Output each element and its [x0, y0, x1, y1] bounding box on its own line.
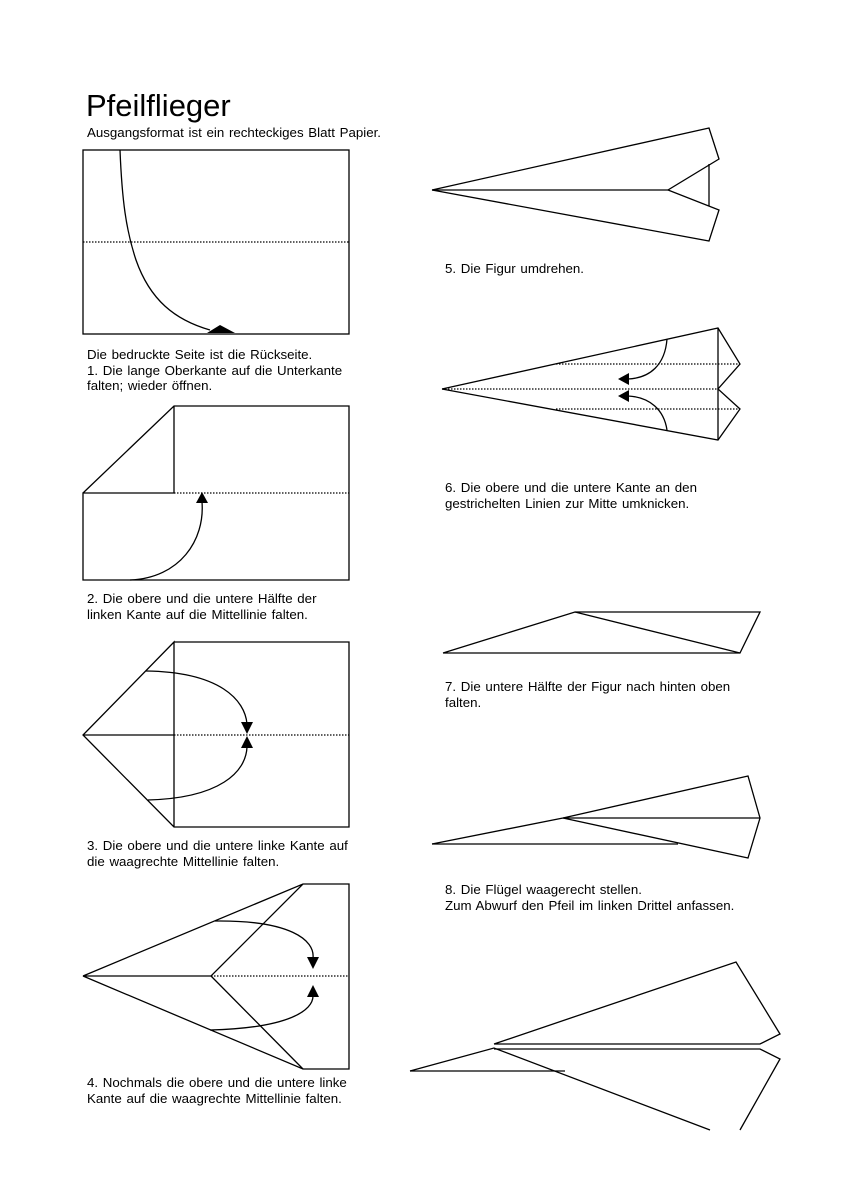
- paper-shape: [83, 884, 349, 1069]
- arrow-head-down-icon: [241, 722, 253, 734]
- arrow-head-up-icon: [307, 985, 319, 997]
- fold-line: [211, 976, 303, 1069]
- diagram-step-5: [432, 128, 719, 241]
- diagram-step-4: [83, 884, 349, 1069]
- plane-shape: [432, 128, 719, 241]
- arrow-head-left-icon: [618, 373, 629, 385]
- step-2-text: 2. Die obere und die untere Hälfte der linken Kante auf die Mittellinie falten.: [87, 591, 317, 622]
- subtitle: Ausgangsformat ist ein rechteckiges Blatt Papier.: [87, 125, 381, 140]
- step-8-text: 8. Die Flügel waagerecht stellen. Zum Abwurf den Pfeil im linken Drittel anfassen.: [445, 882, 735, 913]
- arrow-head-icon: [207, 325, 235, 333]
- diagram-final-plane: [410, 962, 780, 1130]
- arrow-head-up-icon: [241, 736, 253, 748]
- top-wing: [494, 962, 780, 1044]
- fold-arrow-curve-bottom: [148, 747, 247, 800]
- arrow-head-left-icon: [618, 390, 629, 402]
- bottom-wing: [494, 1049, 780, 1130]
- diagram-step-8: [432, 776, 760, 858]
- fold-arrow-curve: [120, 150, 210, 330]
- fold-arrow-curve-top: [628, 339, 667, 379]
- fold-line: [575, 612, 740, 653]
- step-6-text: 6. Die obere und die untere Kante an den gestrichelten Linien zur Mitte umknicken.: [445, 480, 697, 511]
- arrow-head-icon: [196, 492, 208, 503]
- fold-arrow-curve-bottom: [210, 996, 313, 1030]
- step-5-text: 5. Die Figur umdrehen.: [445, 261, 584, 276]
- fold-arrow-curve-top: [146, 671, 247, 724]
- arrow-head-down-icon: [307, 957, 319, 969]
- step-3-text: 3. Die obere und die untere linke Kante auf die waagrechte Mittellinie falten.: [87, 838, 348, 869]
- diagram-step-3: [83, 642, 349, 827]
- fold-arrow-curve: [130, 502, 202, 580]
- diagram-step-7: [443, 612, 760, 653]
- step-1-text: Die bedruckte Seite ist die Rückseite. 1. Die lange Oberkante auf die Unterkante falten; wieder öffnen.: [87, 347, 343, 393]
- diagram-step-1: [83, 150, 349, 334]
- plane-wing-shape: [432, 776, 760, 858]
- body-fold: [410, 1048, 710, 1130]
- plane-shape: [442, 328, 740, 440]
- page-title: Pfeilflieger: [86, 88, 231, 123]
- diagram-step-2: [83, 406, 349, 580]
- step-7-text: 7. Die untere Hälfte der Figur nach hinten oben falten.: [445, 679, 731, 710]
- step-4-text: 4. Nochmals die obere und die untere linke Kante auf die waagrechte Mittellinie falten.: [87, 1075, 347, 1106]
- fold-arrow-curve-top: [215, 921, 313, 958]
- diagram-step-6: [442, 328, 740, 440]
